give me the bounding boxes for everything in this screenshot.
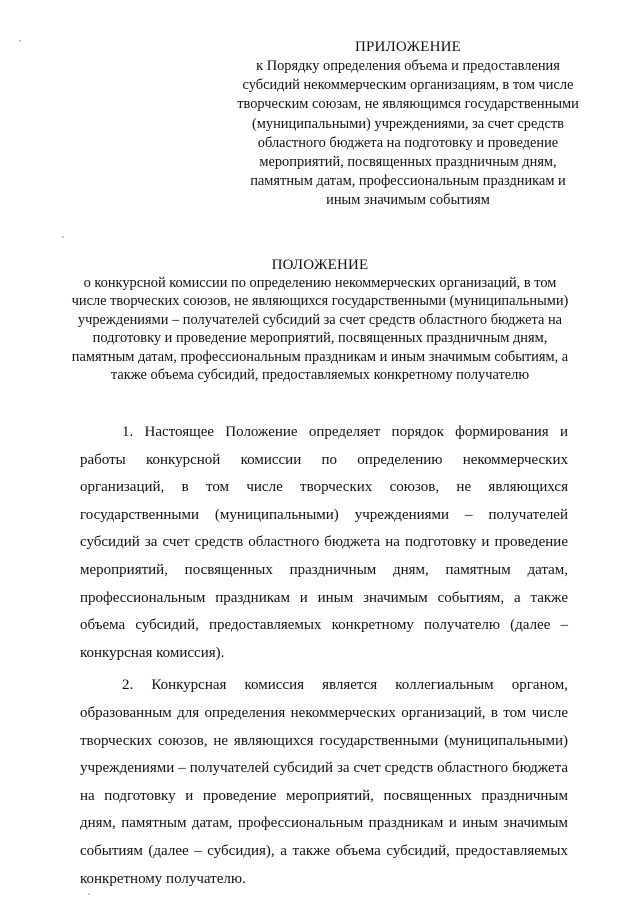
paragraph-2: 2. Конкурсная комиссия является коллегиальным органом, образованным для определения некоммерческих организаций, в том числе творческих союзов, не являющихся государственными (муниципальными) учреждениями – получателей субсидий за счет средств областного бюджета на подготовку и проведение мероприятий, посвященных праздничным дням, памятным датам, профессиональным праздникам и иным значимым событиям (далее – субсидия), а также объема субсидий, предоставляемых конкретному получателю. [80,677,568,887]
appendix-block [232,38,584,211]
document-subtitle: о конкурсной комиссии по определению некоммерческих организаций, в том числе творческих союзов, не являющихся государственными (муниципальными) учреждениями – получателей субсидий за счет средств областного бюджета на подготовку и проведение мероприятий, посвященных праздничным дням, памятным датам, профессиональным праздникам и иным значимым событиям, а также объема субсидий, предоставляемых конкретному получателю [71,275,569,384]
document-heading [70,256,570,384]
paragraph-1: 1. Настоящее Положение определяет порядок формирования и работы конкурсной комиссии по определению некоммерческих организаций, в том числе творческих союзов, не являющихся государственными (муниципальными) учреждениями – получателей субсидий за счет средств областного бюджета на подготовку и проведение мероприятий, посвященных праздничным дням, памятным датам, профессиональным праздникам и иным значимым событиям, а также объема субсидий, предоставляемых конкретному получателю (далее – конкурсная комиссия). [80,424,568,661]
scan-speck [19,40,21,42]
document-title: ПОЛОЖЕНИЕ [271,257,369,273]
appendix-title: ПРИЛОЖЕНИЕ [354,39,462,55]
scan-speck [88,893,90,895]
scan-speck [62,236,64,238]
appendix-text: к Порядку определения объема и предоставления субсидий некоммерческим организациям, в том числе творческим союзам, не являющимся государственными (муниципальными) учреждениями, за счет средств областного бюджета на подготовку и проведение мероприятий, посвященных праздничным дням, памятным датам, профессиональным праздникам и иным значимым событиям [237,58,579,209]
document-body [80,419,568,898]
